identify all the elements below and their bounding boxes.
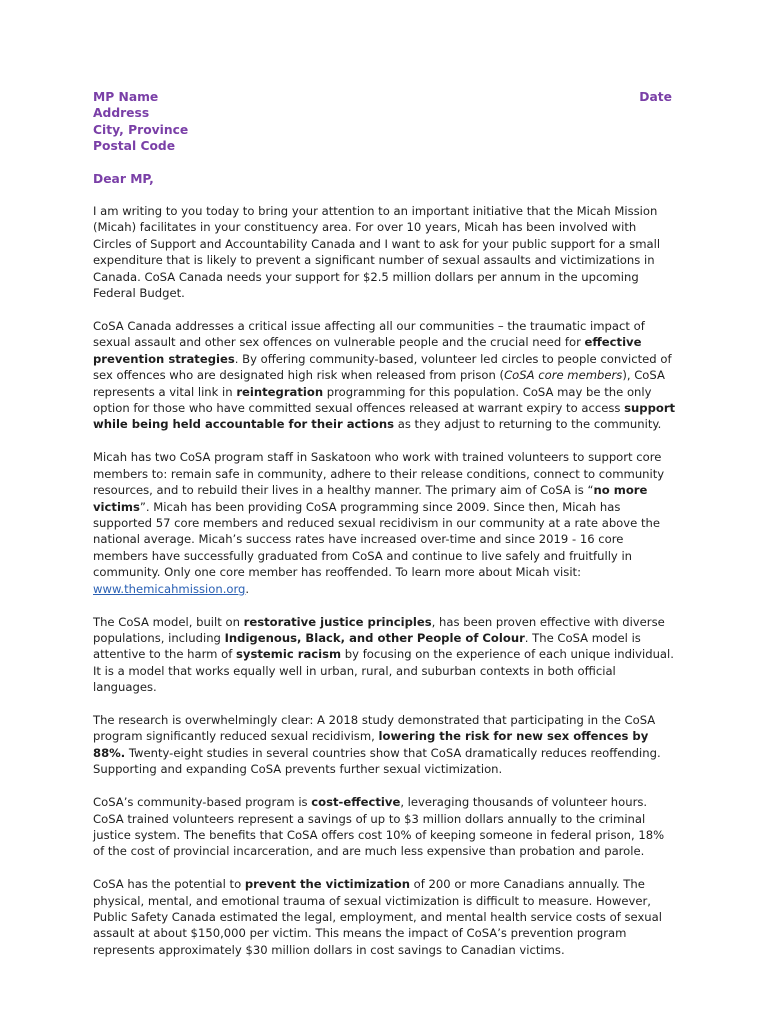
paragraph-research: The research is overwhelmingly clear: A 2018 study demonstrated that participating in the CoSA program significantly reduced sexual recidivism, lowering the risk for new sex offences by 88%. Twenty-eight studies in several countries show that CoSA dramatically reduces reoffending. Supporting and expanding CoSA prevents further sexual victimization.	[93, 713, 661, 777]
mp-name: MP Name	[93, 90, 159, 104]
paragraph-cosa-canada: CoSA Canada addresses a critical issue affecting all our communities – the traumatic impact of sexual assault and other sex offences on vulnerable people and the crucial need for effective prevention strategies. By offering community-based, volunteer led circles to people convicted of sex offences who are designated high risk when released from prison (CoSA core members), CoSA represents a vital link in reintegration programming for this population. CoSA may be the only option for those who have committed sexual offences released at warrant expiry to access support while being held accountable for their actions as they adjust to returning to the community.	[93, 318, 676, 432]
address-line: Address	[93, 106, 150, 121]
paragraph-prevention: CoSA has the potential to prevent the victimization of 200 or more Canadians annually. The physical, mental, and emotional trauma of sexual victimization is difficult to measure. However, Public Safety Canada estimated the legal, employment, and mental health service costs of sexual assault at about $150,000 per victim. This means the impact of CoSA’s prevention program represents approximately $30 million dollars in cost savings to Canadian victims.	[93, 877, 662, 957]
city-province-line: City, Province	[93, 122, 189, 137]
micah-website-link[interactable]: www.themicahmission.org	[93, 581, 246, 596]
paragraph-intro: I am writing to you today to bring your attention to an important initiative that the Micah Mission (Micah) facilitates in your constituency area. For over 10 years, Micah has been involved with Circles of Support and Accountability Canada and I want to ask for your public support for a small expenditure that is likely to prevent a significant number of sexual assaults and victimizations in Canada. CoSA Canada needs your support for $2.5 million dollars per annum in the upcoming Federal Budget.	[93, 204, 661, 301]
salutation: Dear MP,	[93, 172, 154, 186]
letter-body	[93, 203, 677, 975]
paragraph-cost-effective: CoSA’s community-based program is cost-effective, leveraging thousands of volunteer hours. CoSA trained volunteers represent a savings of up to $3 million dollars annually to the criminal justice system. The benefits that CoSA offers cost 10% of keeping someone in federal prison, 18% of the cost of provincial incarceration, and are much less expensive than probation and parole.	[93, 795, 665, 859]
postal-code-line: Postal Code	[93, 138, 176, 153]
recipient-address-block	[93, 89, 188, 154]
paragraph-cosa-model: The CoSA model, built on restorative justice principles, has been proven effective with diverse populations, including Indigenous, Black, and other People of Colour. The CoSA model is attentive to the harm of systemic racism by focusing on the experience of each unique individual. It is a model that works equally well in urban, rural, and suburban contexts in both official languages.	[93, 614, 674, 695]
paragraph-micah-program: Micah has two CoSA program staff in Saskatoon who work with trained volunteers to support core members to: remain safe in community, adhere to their release conditions, connect to community resources, and to rebuild their lives in a healthy manner. The primary aim of CoSA is “no more victims”. Micah has been providing CoSA programming since 2009. Since then, Micah has supported 57 core members and reduced sexual recidivism in our community at a rate above the national average. Micah’s success rates have increased over-time and since 2019 - 16 core members have successfully graduated from CoSA and continue to live safely and fruitfully in community. Only one core member has reoffended. To learn more about Micah visit: www.themicahmission.org.	[93, 450, 665, 596]
letter-date: Date	[639, 90, 672, 104]
